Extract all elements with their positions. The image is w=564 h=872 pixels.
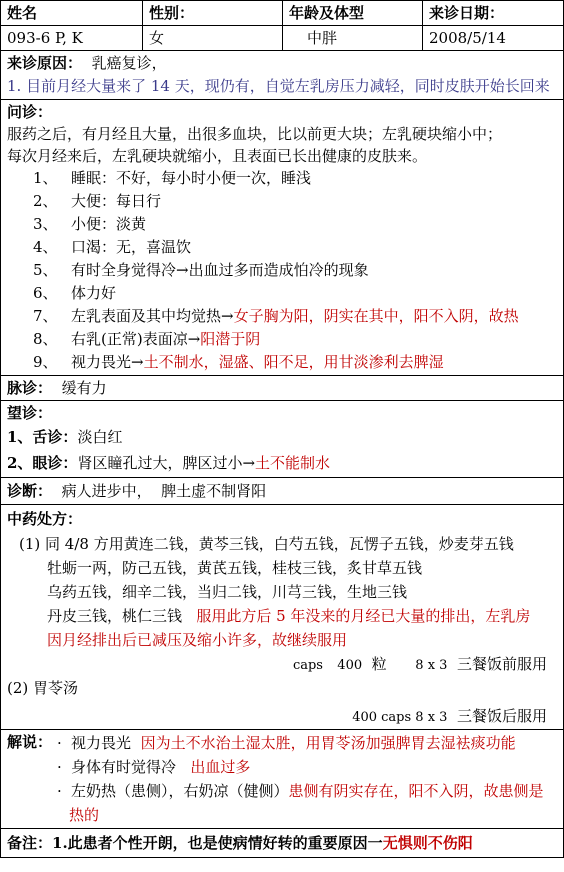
eye-text: 肾区瞳孔过大，脾区过小 <box>77 454 243 472</box>
pulse-row <box>1 376 564 401</box>
reason-row <box>1 51 564 100</box>
reason-section <box>1 51 564 100</box>
inquiry-item: 5、 有时全身觉得冷→出血过多而造成怕冷的现象 <box>33 261 369 279</box>
inquiry-item: 3、 小便：淡黄 <box>33 215 147 233</box>
inquiry-item: 2、 大便：每日行 <box>33 192 162 210</box>
note-emphasis: 无惧则不伤阳 <box>382 834 473 852</box>
rx1-note: 服用此方后 5 年没来的月经已大量的排出，左乳房 <box>196 607 531 625</box>
note-label: 备注： <box>7 834 53 852</box>
diagnosis-section <box>1 478 564 505</box>
explanation-item: · 左奶热（患侧），右奶凉（健侧）患侧有阴实存在，阳不入阴，故患侧是热的 <box>57 782 544 824</box>
inquiry-item: 6、 体力好 <box>33 284 117 302</box>
tongue-text: 淡白红 <box>77 428 123 446</box>
inspection-row <box>1 401 564 478</box>
rx1-line: 丹皮三钱，桃仁三钱 服用此方后 5 年没来的月经已大量的排出，左乳房 <box>47 607 531 625</box>
age-build-label: 年龄及体型 <box>283 1 423 26</box>
arrow-icon: → <box>187 330 201 348</box>
visit-date-label: 来诊日期： <box>423 1 564 26</box>
inspection-section <box>1 401 564 478</box>
explanation-row <box>1 730 564 829</box>
rx1-note-cont: 因月经排出后已减压及缩小许多，故继续服用 <box>47 631 348 649</box>
visit-date: 2008/5/14 <box>423 26 564 51</box>
diagnosis-text: 病人进步中， 脾土虚不制肾阳 <box>61 482 267 500</box>
inquiry-item: 8、 右乳(正常)表面凉→阳潜于阴 <box>33 330 261 348</box>
pulse-label: 脉诊： <box>7 379 53 397</box>
name-label: 姓名 <box>1 1 143 26</box>
inquiry-item: 7、 左乳表面及其中均觉热→女子胸为阳，阴实在其中，阳不入阴，故热 <box>33 307 519 325</box>
reason-detail <box>7 74 557 98</box>
reason-text: 乳癌复诊， <box>91 54 167 72</box>
explanation-item: · 身体有时觉得冷 出血过多 <box>57 758 251 776</box>
gender-label: 性别： <box>143 1 283 26</box>
arrow-icon: → <box>131 353 144 371</box>
explanation-item: · 视力畏光 因为土不水治土湿太胜，用胃苓汤加强脾胃去湿袪痰功能 <box>57 734 516 752</box>
arrow-icon: → <box>221 307 234 325</box>
rx2-dosage: 400 caps 8 x 3 三餐饭后服用 <box>352 707 547 725</box>
patient-gender: 女 <box>143 26 283 51</box>
inquiry-section <box>1 100 564 376</box>
pulse-section <box>1 376 564 401</box>
inquiry-para-1: 服药之后，有月经且大量，出很多血块，比以前更大块；左乳硬块缩小中； <box>7 125 503 143</box>
patient-info-row <box>1 26 564 51</box>
inquiry-row <box>1 100 564 376</box>
explanation-section <box>1 730 564 829</box>
prescription-section <box>1 505 564 730</box>
reason-label: 来诊原因： <box>7 54 83 72</box>
inquiry-item: 9、 视力畏光→土不制水，湿盛、阳不足，用甘淡渗利去脾湿 <box>33 353 444 371</box>
note-row <box>1 829 564 858</box>
inquiry-para-2: 每次月经来后，左乳硬块就缩小，且表面已长出健康的皮肤来。 <box>7 147 428 165</box>
inquiry-item: 1、 睡眠：不好，每小时小便一次，睡浅 <box>33 169 312 187</box>
header-row <box>1 1 564 26</box>
diagnosis-row <box>1 478 564 505</box>
note-section <box>1 829 564 858</box>
patient-name: 093-6 P, K <box>1 26 143 51</box>
prescription-row <box>1 505 564 730</box>
arrow-icon: → <box>242 454 256 472</box>
arrow-icon: → <box>176 261 189 279</box>
rx1-dosage: caps 400 粒 8 x 3 三餐饭前服用 <box>292 655 547 673</box>
tongue-label: 1、舌诊： <box>7 428 78 446</box>
eye-label: 2、眼诊： <box>7 454 78 472</box>
inquiry-item: 4、 口渴：无，喜温饮 <box>33 238 192 256</box>
rx1-line: 乌药五钱，细辛二钱，当归二钱，川芎三钱，生地三钱 <box>47 583 408 601</box>
rx1-line: 牡蛎一两，防己五钱，黄芪五钱，桂枝三钱，炙甘草五钱 <box>47 559 423 577</box>
note-text: 1.此患者个性开朗，也是使病情好转的重要原因一 <box>52 834 383 852</box>
rx1-line: (1) 同 4/8 方用黄连二钱，黄芩三钱，白芍五钱，瓦愣子五钱，炒麦芽五钱 <box>19 535 514 553</box>
explanation-label: 解说： <box>7 733 53 751</box>
inquiry-label: 问诊： <box>7 103 53 121</box>
reason-detail-text: 1. 目前月经大量来了 14 天，现仍有，自觉左乳房压力减轻，同时皮肤开始长回来 <box>7 77 550 95</box>
rx2-line: (2) 胃苓汤 <box>7 679 79 697</box>
pulse-text: 缓有力 <box>61 379 107 397</box>
prescription-label: 中药处方： <box>7 510 83 528</box>
eye-note: 土不能制水 <box>255 454 331 472</box>
diagnosis-label: 诊断： <box>7 482 53 500</box>
inspection-label: 望诊： <box>7 404 53 422</box>
patient-build: 中胖 <box>283 26 423 51</box>
